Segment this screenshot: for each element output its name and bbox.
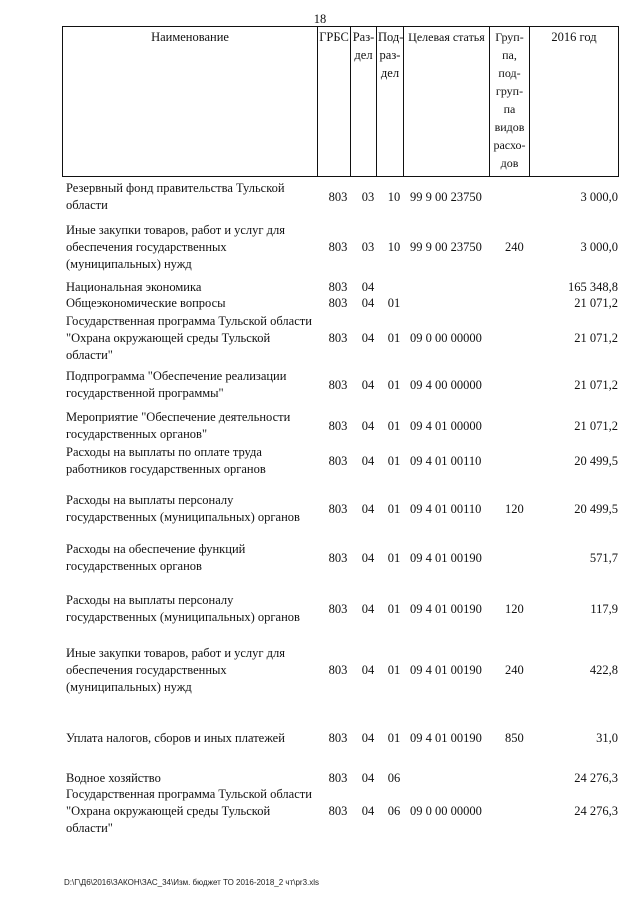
row-celevaya-statya: 99 9 00 23750 [410,190,482,204]
row-podrazdel: 01 [387,419,401,433]
row-grbs: 803 [328,804,348,818]
row-grbs: 803 [328,663,348,677]
row-celevaya-statya: 09 4 01 00110 [410,454,482,468]
row-podrazdel: 01 [387,331,401,345]
row-podrazdel: 01 [387,454,401,468]
row-razdel: 04 [361,731,375,745]
row-amount: 3 000,0 [580,240,618,254]
row-amount: 31,0 [596,731,618,745]
header-gruppa: Груп- па, под- груп- па видов расхо- дов [490,27,530,177]
row-razdel: 04 [361,602,375,616]
row-celevaya-statya: 09 4 01 00190 [410,602,482,616]
row-gruppa: 120 [505,602,524,616]
row-gruppa: 120 [505,502,524,516]
row-celevaya-statya: 09 4 01 00190 [410,551,482,565]
row-grbs: 803 [328,240,348,254]
row-podrazdel: 10 [387,240,401,254]
row-podrazdel: 01 [387,551,401,565]
row-razdel: 04 [361,502,375,516]
row-celevaya-statya: 99 9 00 23750 [410,240,482,254]
row-razdel: 04 [361,280,375,294]
row-grbs: 803 [328,771,348,785]
row-podrazdel: 10 [387,190,401,204]
row-celevaya-statya: 09 4 01 00000 [410,419,482,433]
row-grbs: 803 [328,602,348,616]
row-gruppa: 240 [505,240,524,254]
row-razdel: 04 [361,296,375,310]
row-grbs: 803 [328,551,348,565]
row-razdel: 04 [361,454,375,468]
row-name: Государственная программа Тульской области "Охрана окружающей среды Тульской области" [66,787,312,835]
row-razdel: 04 [361,419,375,433]
file-path-footer: D:\Г\Д6\2016\ЗАКОН\ЗАС_34\Изм. бюджет ТО 2016-2018_2 чт\pr3.xls [64,878,320,887]
row-name: Водное хозяйство [66,771,161,785]
row-amount: 422,8 [589,663,618,677]
row-razdel: 04 [361,771,375,785]
row-celevaya-statya: 09 4 00 00000 [410,378,482,392]
row-podrazdel: 01 [387,502,401,516]
row-amount: 21 071,2 [574,296,618,310]
row-grbs: 803 [328,454,348,468]
row-name: Расходы на выплаты персоналу государственных (муниципальных) органов [66,593,300,624]
row-name: Уплата налогов, сборов и иных платежей [66,731,285,745]
row-name: Мероприятие "Обеспечение деятельности государственных органов" [66,410,291,441]
table-header [62,26,619,177]
row-amount: 571,7 [589,551,618,565]
row-grbs: 803 [328,296,348,310]
row-amount: 117,9 [590,602,618,616]
row-grbs: 803 [328,190,348,204]
row-amount: 21 071,2 [574,378,618,392]
row-amount: 21 071,2 [574,331,618,345]
row-amount: 24 276,3 [574,804,618,818]
row-name: Расходы на выплаты по оплате труда работников государственных органов [66,445,266,476]
row-amount: 165 348,8 [568,280,618,294]
header-podrazdel: Под- раз- дел [377,27,404,177]
row-grbs: 803 [328,378,348,392]
row-podrazdel: 01 [387,378,401,392]
row-podrazdel: 01 [387,731,401,745]
row-podrazdel: 06 [387,771,401,785]
row-amount: 21 071,2 [574,419,618,433]
row-podrazdel: 01 [387,296,401,310]
row-podrazdel: 01 [387,663,401,677]
row-razdel: 04 [361,331,375,345]
header-name: Наименование [63,27,318,177]
row-amount: 20 499,5 [574,502,618,516]
row-razdel: 04 [361,804,375,818]
row-grbs: 803 [328,280,348,294]
row-celevaya-statya: 09 4 01 00190 [410,663,482,677]
row-grbs: 803 [328,419,348,433]
row-razdel: 04 [361,663,375,677]
row-celevaya-statya: 09 4 01 00110 [410,502,482,516]
row-name: Подпрограмма "Обеспечение реализации государственной программы" [66,369,287,400]
row-name: Резервный фонд правительства Тульской области [66,181,285,212]
row-name: Общеэкономические вопросы [66,296,226,310]
row-celevaya-statya: 09 0 00 00000 [410,804,482,818]
header-grbs: ГРБС [318,27,351,177]
header-year: 2016 год [530,27,619,177]
row-podrazdel: 06 [387,804,401,818]
row-amount: 24 276,3 [574,771,618,785]
row-grbs: 803 [328,331,348,345]
row-name: Расходы на выплаты персоналу государственных (муниципальных) органов [66,493,300,524]
row-razdel: 03 [361,190,375,204]
row-gruppa: 850 [505,731,524,745]
row-razdel: 04 [361,551,375,565]
row-grbs: 803 [328,502,348,516]
row-podrazdel: 01 [387,602,401,616]
row-grbs: 803 [328,731,348,745]
header-razdel: Раз- дел [351,27,377,177]
row-name: Национальная экономика [66,280,202,294]
row-celevaya-statya: 09 0 00 00000 [410,331,482,345]
row-razdel: 04 [361,378,375,392]
row-amount: 20 499,5 [574,454,618,468]
page-number: 18 [313,12,327,26]
row-name: Иные закупки товаров, работ и услуг для обеспечения государственных (муниципальных) нужд [66,223,286,271]
row-celevaya-statya: 09 4 01 00190 [410,731,482,745]
row-gruppa: 240 [505,663,524,677]
header-celevaya-statya: Целевая статья [404,27,490,177]
row-name: Государственная программа Тульской области "Охрана окружающей среды Тульской области" [66,314,312,362]
row-name: Иные закупки товаров, работ и услуг для обеспечения государственных (муниципальных) нужд [66,646,286,694]
row-amount: 3 000,0 [580,190,618,204]
row-name: Расходы на обеспечение функций государственных органов [66,542,246,573]
row-razdel: 03 [361,240,375,254]
